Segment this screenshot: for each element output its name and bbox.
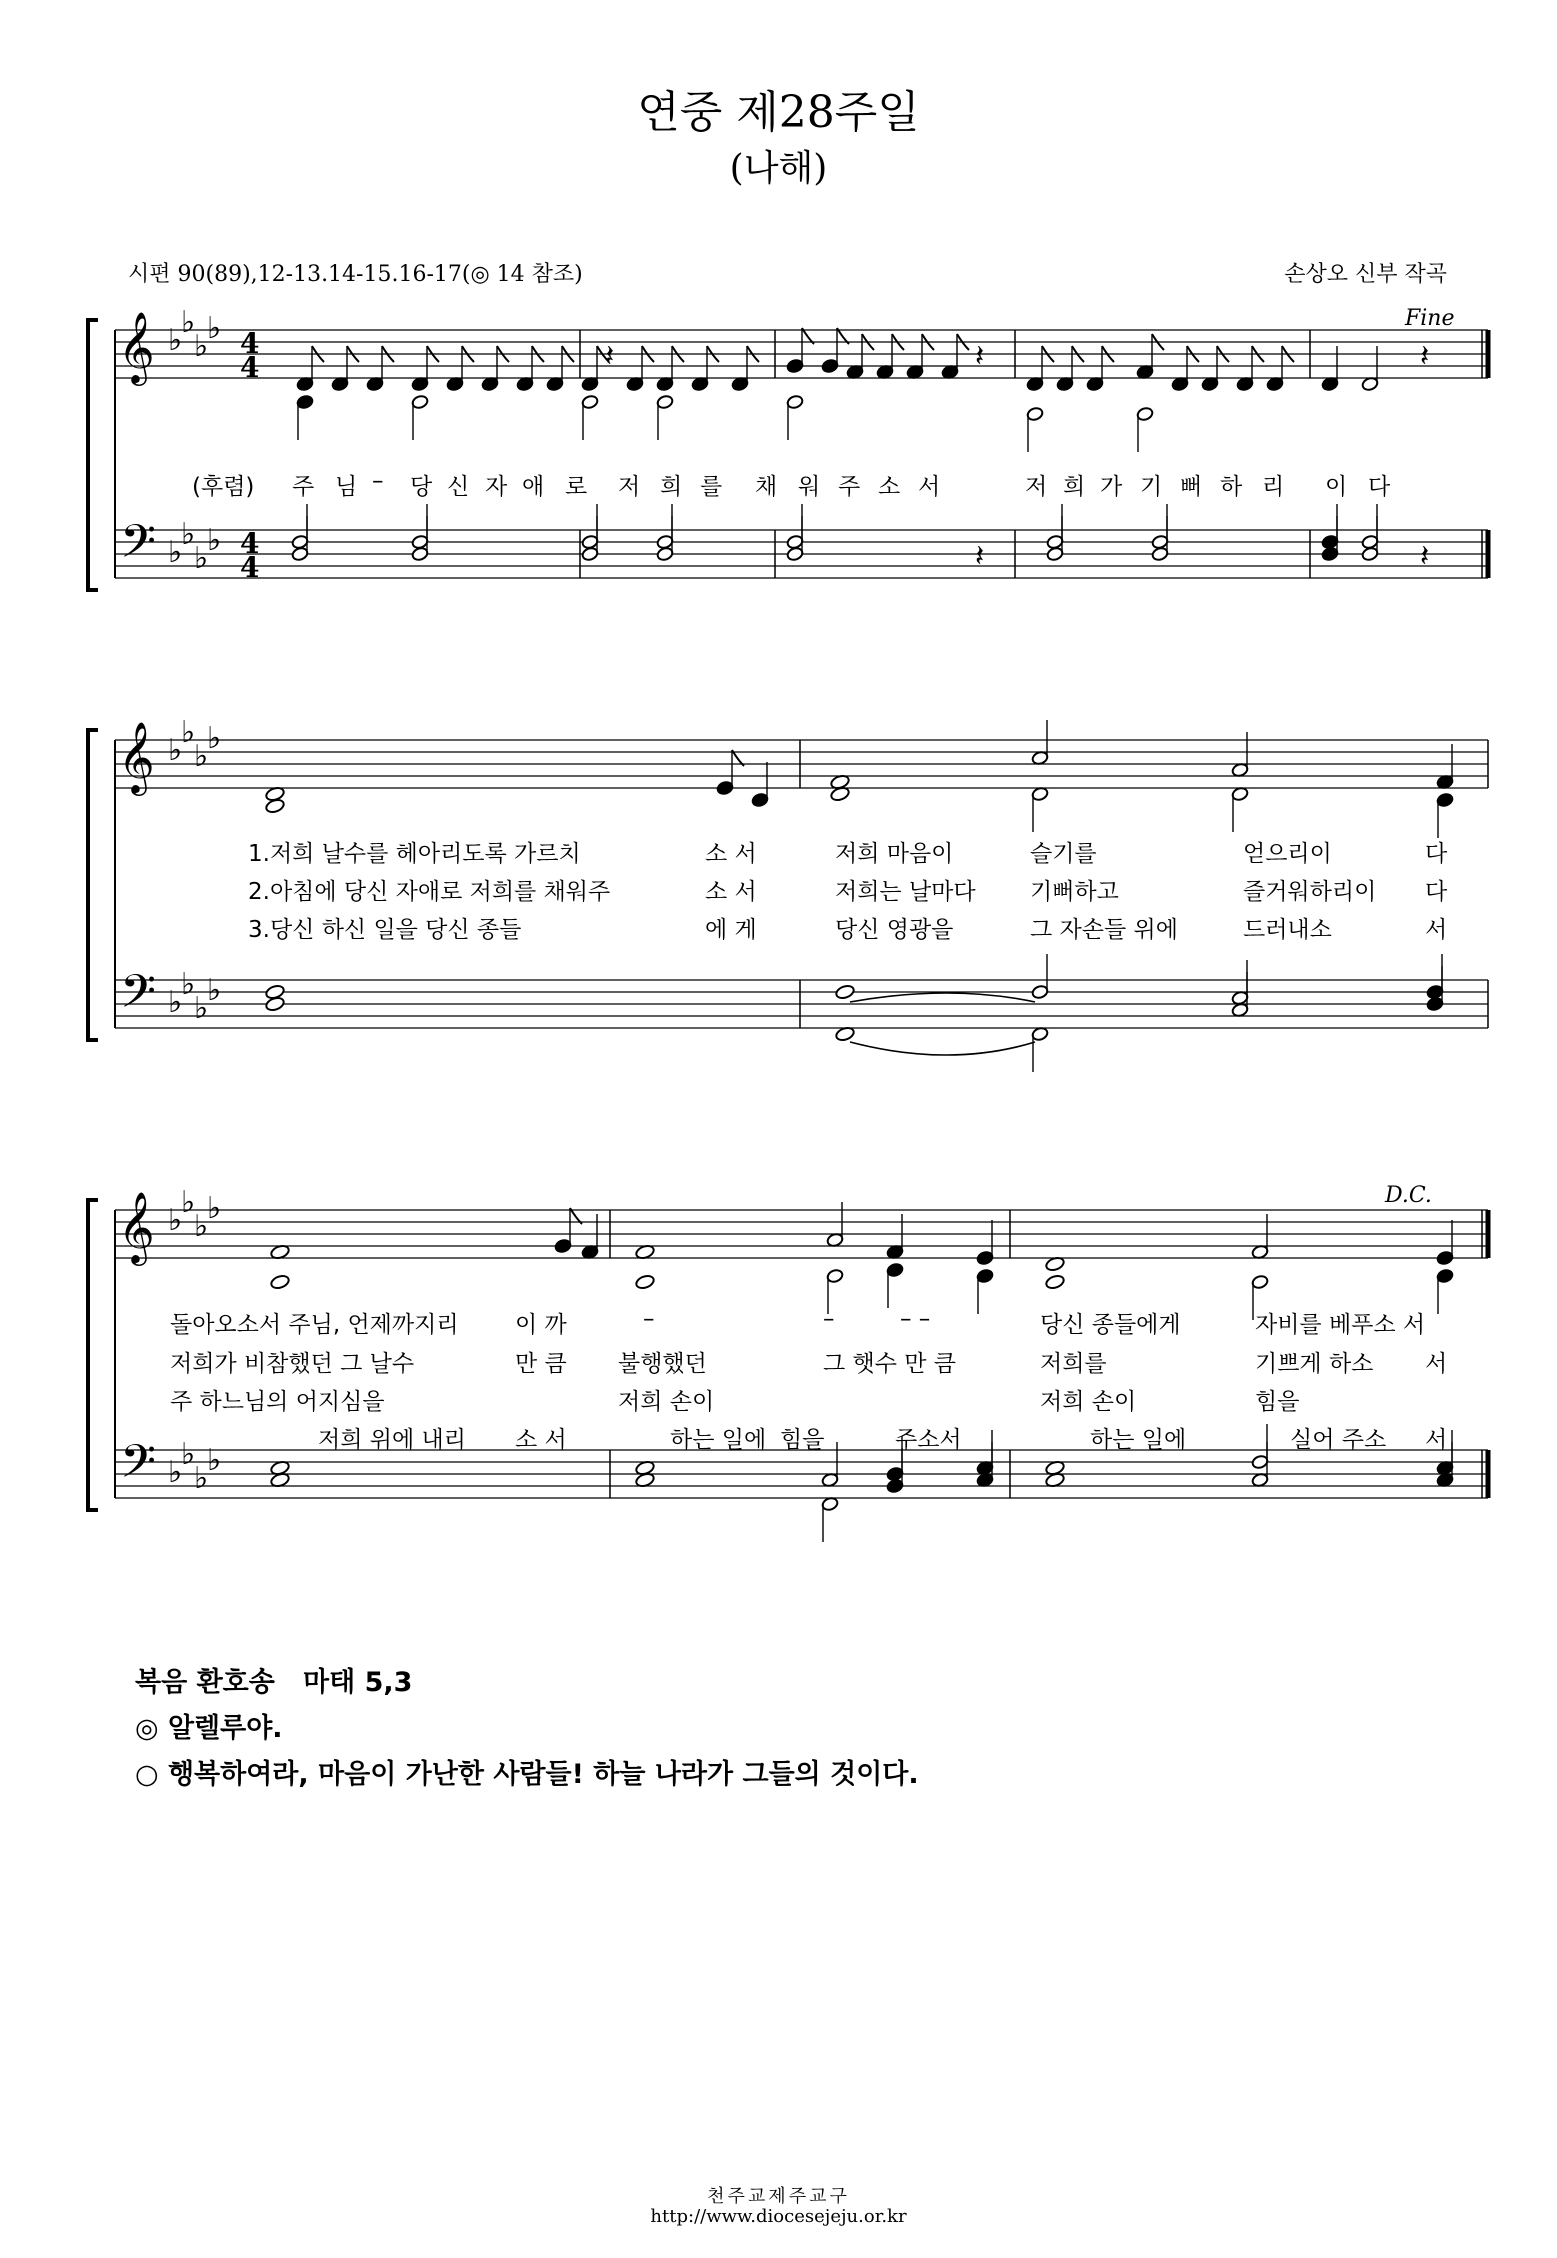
note-head bbox=[1046, 546, 1064, 561]
key-signature-flat: ♭ bbox=[181, 967, 196, 1002]
note-head bbox=[656, 546, 674, 561]
refrain-syllable: 희 bbox=[660, 474, 683, 500]
psalm-source: 시편 90(89),12-13.14-15.16-17(◎ 14 참조) bbox=[128, 262, 583, 287]
refrain-syllable: 를 bbox=[700, 474, 723, 500]
key-signature-flat: ♭ bbox=[168, 733, 183, 768]
footer-url: http://www.diocesejeju.or.kr bbox=[650, 2206, 907, 2227]
dc-mark: D.C. bbox=[1385, 1183, 1432, 1208]
key-signature-flat: ♭ bbox=[181, 1437, 196, 1472]
note-head bbox=[1321, 546, 1339, 561]
key-signature-flat: ♭ bbox=[207, 1443, 222, 1478]
verse-line-3-3-4: 힘을 bbox=[1255, 1389, 1300, 1415]
refrain-syllable: 리 bbox=[1262, 474, 1285, 500]
verse-line-3-2-7: 서 bbox=[1425, 1351, 1448, 1377]
refrain-syllable: 기 bbox=[1140, 474, 1163, 500]
gospel-title: 복음 환호송 bbox=[135, 1667, 275, 1698]
verse-line-3-1-1: 돌아오소서 주님, 언제까지리 bbox=[170, 1312, 459, 1338]
refrain-syllable: 이 bbox=[1325, 474, 1348, 500]
tie bbox=[850, 1042, 1035, 1055]
verse-line-2-3: 저희는 날마다 bbox=[835, 879, 976, 905]
key-signature-flat: ♭ bbox=[181, 305, 196, 340]
refrain-syllable: 주 bbox=[292, 474, 315, 500]
footer-organization: 천주교제주교구 bbox=[707, 2186, 850, 2207]
verse-line-3-1-4: – bbox=[823, 1306, 835, 1332]
gospel-response: ◎ 알렐루야. bbox=[135, 1713, 283, 1744]
verse-line-3-4-6: 하는 일에 bbox=[1090, 1427, 1187, 1453]
note-head bbox=[270, 1274, 291, 1290]
key-signature-flat: ♭ bbox=[194, 329, 209, 364]
verse-line-3-2-4: 그 햇수 만 큼 bbox=[823, 1351, 957, 1377]
key-signature-flat: ♭ bbox=[207, 721, 222, 756]
verse-line-3-4-4: 힘을 bbox=[780, 1427, 825, 1453]
verse-line-3-3-2: 저희 손이 bbox=[618, 1389, 715, 1415]
note-head bbox=[976, 1268, 994, 1283]
refrain-syllable: – bbox=[372, 468, 384, 494]
page-title: 연중 제28주일 bbox=[637, 87, 920, 138]
note-head bbox=[1426, 996, 1444, 1011]
page-subtitle: (나해) bbox=[729, 148, 828, 189]
refrain-syllable: 뻐 bbox=[1180, 474, 1203, 500]
refrain-syllable: 희 bbox=[1063, 474, 1086, 500]
note-head bbox=[265, 996, 286, 1012]
verse-line-3-4-2: 소 서 bbox=[515, 1427, 567, 1453]
verse-line-2-5: 즐거워하리이 bbox=[1243, 879, 1377, 905]
key-signature-flat: ♭ bbox=[168, 1203, 183, 1238]
note-head bbox=[554, 1238, 572, 1253]
system-bracket bbox=[88, 1200, 98, 1510]
verse-line-1-5: 얻으리이 bbox=[1243, 841, 1332, 867]
note-head bbox=[1361, 546, 1379, 561]
note-head bbox=[635, 1274, 656, 1290]
verse-line-3-2-2: 만 큼 bbox=[515, 1351, 567, 1377]
key-signature-flat: ♭ bbox=[194, 1209, 209, 1244]
note-head bbox=[581, 546, 599, 561]
verse-line-3-1-7: 자비를 베푸소 서 bbox=[1255, 1312, 1426, 1338]
note-head bbox=[886, 1262, 904, 1277]
time-signature-top: 4 bbox=[240, 327, 260, 360]
key-signature-flat: ♭ bbox=[207, 1191, 222, 1226]
verse-line-2-2: 소 서 bbox=[705, 879, 757, 905]
verse-line-1-3: 저희 마음이 bbox=[835, 841, 954, 867]
refrain-syllable: 자 bbox=[485, 474, 508, 500]
key-signature-flat: ♭ bbox=[181, 517, 196, 552]
note-head bbox=[751, 792, 769, 807]
note-head bbox=[291, 546, 309, 561]
verse-line-3-1: 3.당신 하신 일을 당신 종들 bbox=[248, 917, 522, 943]
refrain-syllable: 저 bbox=[1025, 474, 1048, 500]
note-head bbox=[821, 358, 839, 373]
refrain-syllable: 서 bbox=[918, 474, 941, 500]
note-head bbox=[786, 358, 804, 373]
note-head bbox=[886, 1478, 904, 1493]
system-bracket bbox=[88, 730, 98, 1040]
time-signature-top: 4 bbox=[240, 527, 260, 560]
verse-line-3-4-3: 하는 일에 bbox=[670, 1427, 767, 1453]
key-signature-flat: ♭ bbox=[181, 1185, 196, 1220]
refrain-label: (후렴) bbox=[192, 474, 255, 500]
system-bracket bbox=[88, 320, 98, 590]
time-signature-bottom: 4 bbox=[240, 551, 260, 584]
note-head bbox=[976, 1250, 994, 1265]
key-signature-flat: ♭ bbox=[168, 1455, 183, 1490]
verse-line-1-6: 다 bbox=[1425, 841, 1448, 867]
refrain-syllable: 주 bbox=[838, 474, 861, 500]
verse-line-3-3-3: 저희 손이 bbox=[1040, 1389, 1137, 1415]
composer-credit: 손상오 신부 작곡 bbox=[1284, 262, 1447, 287]
key-signature-flat: ♭ bbox=[194, 991, 209, 1026]
treble-clef: 𝄞 bbox=[118, 720, 155, 793]
note-head bbox=[1031, 984, 1049, 999]
verse-line-3-1-2: 이 까 bbox=[515, 1312, 567, 1338]
verse-line-3-4-1: 저희 위에 내리 bbox=[318, 1427, 466, 1453]
note-head bbox=[265, 798, 286, 814]
verse-line-3-2-3: 불행했던 bbox=[618, 1351, 707, 1377]
verse-line-3-1-5: – – bbox=[900, 1306, 931, 1332]
key-signature-flat: ♭ bbox=[207, 523, 222, 558]
note-head bbox=[826, 1268, 844, 1283]
note-head bbox=[1151, 546, 1169, 561]
refrain-syllable: 가 bbox=[1100, 474, 1123, 500]
quarter-rest: 𝄽 bbox=[605, 339, 615, 374]
note-head bbox=[581, 394, 599, 409]
verse-line-3-1-3: – bbox=[643, 1306, 655, 1332]
key-signature-flat: ♭ bbox=[207, 311, 222, 346]
key-signature-flat: ♭ bbox=[207, 973, 222, 1008]
refrain-syllable: 워 bbox=[798, 474, 821, 500]
note-head bbox=[1436, 792, 1454, 807]
verse-line-2-1: 2.아침에 당신 자애로 저희를 채워주 bbox=[248, 879, 611, 905]
note-head bbox=[1136, 406, 1154, 421]
note-head bbox=[1251, 1454, 1269, 1469]
note-head bbox=[1251, 1274, 1269, 1289]
verse-line-3-4-5: 주소서 bbox=[895, 1427, 962, 1453]
refrain-syllable: 저 bbox=[618, 474, 641, 500]
verse-line-3-3: 당신 영광을 bbox=[835, 917, 954, 943]
verse-line-3-1-6: 당신 종들에게 bbox=[1040, 1312, 1181, 1338]
refrain-syllable: 하 bbox=[1220, 474, 1243, 500]
refrain-syllable: 로 bbox=[565, 474, 588, 500]
verse-line-3-4-7: 실어 주소 bbox=[1290, 1427, 1387, 1453]
key-signature-flat: ♭ bbox=[181, 715, 196, 750]
verse-line-2-6: 다 bbox=[1425, 879, 1448, 905]
treble-clef: 𝄞 bbox=[118, 1190, 155, 1263]
note-head bbox=[656, 394, 674, 409]
verse-line-3-2: 에 게 bbox=[705, 917, 757, 943]
note-head bbox=[835, 984, 856, 1000]
note-head bbox=[1436, 1268, 1454, 1283]
tie bbox=[850, 993, 1035, 1002]
treble-clef: 𝄞 bbox=[118, 310, 155, 383]
note-head bbox=[786, 394, 804, 409]
quarter-rest: 𝄽 bbox=[975, 539, 985, 574]
refrain-syllable: 다 bbox=[1368, 474, 1391, 500]
bass-clef: 𝄢 bbox=[120, 1435, 157, 1500]
gospel-heading bbox=[135, 1660, 412, 1699]
quarter-rest: 𝄽 bbox=[1420, 339, 1430, 374]
verse-line-3-2-6: 기쁘게 하소 bbox=[1255, 1351, 1374, 1377]
note-head bbox=[411, 546, 429, 561]
refrain-syllable: 애 bbox=[522, 474, 545, 500]
note-head bbox=[411, 394, 429, 409]
verse-line-3-5: 드러내소 bbox=[1243, 917, 1332, 943]
verse-line-3-4-8: 서 bbox=[1425, 1427, 1448, 1453]
note-head bbox=[296, 394, 314, 409]
verse-line-1-1: 1.저희 날수를 헤아리도록 가르치 bbox=[248, 841, 581, 867]
verse-line-1-2: 소 서 bbox=[705, 841, 757, 867]
key-signature-flat: ♭ bbox=[194, 1461, 209, 1496]
verse-line-3-2-1: 저희가 비참했던 그 날수 bbox=[170, 1351, 415, 1377]
note-head bbox=[1436, 1250, 1454, 1265]
refrain-syllable: 소 bbox=[878, 474, 901, 500]
note-head bbox=[786, 546, 804, 561]
gospel-reference: 마태 5,3 bbox=[303, 1667, 413, 1698]
key-signature-flat: ♭ bbox=[194, 541, 209, 576]
key-signature-flat: ♭ bbox=[168, 535, 183, 570]
note-head bbox=[1045, 1274, 1066, 1290]
verse-line-3-4: 그 자손들 위에 bbox=[1030, 917, 1178, 943]
verse-line-3-6: 서 bbox=[1425, 917, 1448, 943]
quarter-rest: 𝄽 bbox=[1420, 539, 1430, 574]
key-signature-flat: ♭ bbox=[194, 739, 209, 774]
verse-line-1-4: 슬기를 bbox=[1030, 841, 1097, 867]
refrain-syllable: 당 bbox=[410, 474, 433, 500]
note-head bbox=[1026, 406, 1044, 421]
refrain-syllable: 신 bbox=[447, 474, 470, 500]
fine-mark: Fine bbox=[1405, 306, 1455, 331]
bass-clef: 𝄢 bbox=[120, 965, 157, 1030]
key-signature-flat: ♭ bbox=[168, 985, 183, 1020]
verse-line-3-2-5: 저희를 bbox=[1040, 1351, 1107, 1377]
refrain-syllable: 님 bbox=[335, 474, 358, 500]
bass-clef: 𝄢 bbox=[120, 515, 157, 580]
gospel-verse: ○ 행복하여라, 마음이 가난한 사람들! 하늘 나라가 그들의 것이다. bbox=[135, 1759, 919, 1790]
verse-line-3-3-1: 주 하느님의 어지심을 bbox=[170, 1389, 385, 1415]
note-head bbox=[716, 780, 734, 795]
time-signature-bottom: 4 bbox=[240, 351, 260, 384]
key-signature-flat: ♭ bbox=[168, 323, 183, 358]
quarter-rest: 𝄽 bbox=[975, 339, 985, 374]
refrain-syllable: 채 bbox=[755, 474, 778, 500]
verse-line-2-4: 기뻐하고 bbox=[1030, 879, 1119, 905]
